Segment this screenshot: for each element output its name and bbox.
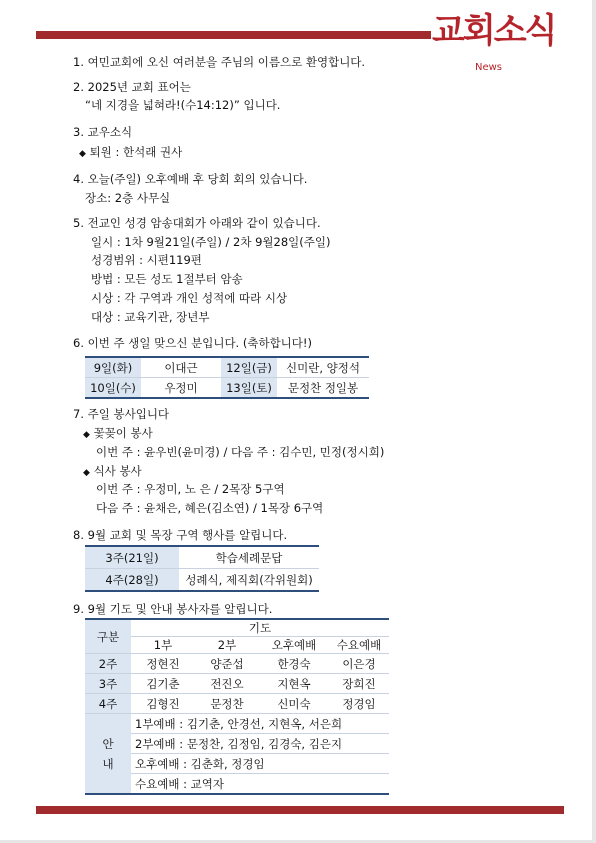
table-row (85, 774, 389, 795)
notice-7-meal (83, 464, 142, 481)
prayer-group-header: 기도 (131, 619, 389, 637)
table-cell: 양준섭 (195, 654, 259, 674)
table-cell: 김형진 (131, 694, 195, 714)
event-week: 3주(21일) (85, 546, 179, 569)
page-edge (592, 0, 596, 843)
table-row (85, 714, 389, 734)
notice-4-place: 장소: 2층 사무실 (85, 191, 171, 205)
notice-9-title: 9. 9월 기도 및 안내 봉사자를 알립니다. (73, 602, 273, 616)
table-row (85, 378, 369, 399)
notice-6-title: 6. 이번 주 생일 맞으신 분입니다. (축하합니다!) (73, 336, 312, 350)
notice-1: 1. 여민교회에 오신 여러분을 주님의 이름으로 환영합니다. (73, 55, 366, 69)
guide-row: 1부예배 : 김기춘, 안경선, 지현옥, 서은희 (131, 714, 389, 734)
table-header-row (85, 637, 389, 654)
diamond-bullet-icon: ◆ (83, 468, 90, 478)
notice-5-title: 5. 전교인 성경 암송대회가 아래와 같이 있습니다. (73, 216, 321, 230)
table-cell: 문정찬 (195, 694, 259, 714)
header-bar (36, 31, 431, 39)
col-group-header: 구분 (85, 619, 131, 654)
table-row (85, 569, 319, 592)
notice-7-title: 7. 주일 봉사입니다 (73, 407, 170, 421)
diamond-bullet-icon: ◆ (79, 149, 86, 159)
notice-5-date: 일시 : 1차 9월21일(주일) / 2차 9월28일(주일) (91, 235, 331, 249)
table-header-row (85, 619, 389, 637)
birthday-name: 이대근 (164, 360, 198, 375)
notice-7-flower-label: 꽃꽂이 봉사 (93, 426, 153, 440)
birthday-date: 13일(토) (221, 378, 277, 399)
table-row (85, 674, 389, 694)
table-row (85, 734, 389, 754)
birthday-date: 9일(화) (85, 357, 141, 378)
row-week: 2주 (85, 654, 131, 674)
table-row (85, 357, 369, 378)
col-header: 2부 (195, 637, 259, 654)
row-week: 3주 (85, 674, 131, 694)
col-header: 오후예배 (259, 637, 329, 654)
table-row (85, 546, 319, 569)
table-cell: 정현진 (131, 654, 195, 674)
table-row (85, 654, 389, 674)
table-row (85, 754, 389, 774)
notice-3-detail (79, 145, 182, 162)
table-row (85, 694, 389, 714)
event-desc: 성례식, 제직회(각위원회) (185, 572, 313, 587)
table-cell: 장희진 (329, 674, 389, 694)
events-table (85, 545, 319, 592)
birthday-name: 문정찬 정일봉 (287, 380, 359, 395)
birthday-name: 신미란, 양정석 (286, 360, 360, 375)
notice-7-meal-this: 이번 주 : 우정미, 노 은 / 2목장 5구역 (96, 482, 285, 496)
table-cell: 김기춘 (131, 674, 195, 694)
table-cell: 신미숙 (259, 694, 329, 714)
notice-4-title: 4. 오늘(주일) 오후예배 후 당회 회의 있습니다. (73, 172, 308, 186)
guide-row: 2부예배 : 문정찬, 김정임, 김경숙, 김은지 (131, 734, 389, 754)
col-header: 수요예배 (329, 637, 389, 654)
footer-bar (36, 806, 564, 814)
table-cell: 정경임 (329, 694, 389, 714)
notice-7-meal-label: 식사 봉사 (93, 464, 142, 478)
birthday-date: 10일(수) (85, 378, 141, 399)
event-desc: 학습세례문답 (215, 550, 283, 565)
notice-7-flower (83, 426, 153, 443)
table-cell: 이은경 (329, 654, 389, 674)
notice-8-title: 8. 9월 교회 및 목장 구역 행사를 알립니다. (73, 528, 288, 542)
birthday-name: 우정미 (164, 380, 198, 395)
notice-5-method: 방법 : 모든 성도 1절부터 암송 (91, 272, 243, 286)
birthday-date: 12일(금) (221, 357, 277, 378)
notice-2-title: 2. 2025년 교회 표어는 (73, 80, 191, 94)
prayer-table (85, 618, 389, 795)
table-cell: 전진오 (195, 674, 259, 694)
logo (432, 10, 572, 72)
table-cell: 한경숙 (259, 654, 329, 674)
notice-7-flower-detail: 이번 주 : 윤우빈(윤미경) / 다음 주 : 김수민, 민정(정시희) (96, 445, 385, 459)
diamond-bullet-icon: ◆ (83, 430, 90, 440)
birthday-table (85, 356, 369, 399)
guide-row: 수요예배 : 교역자 (131, 774, 389, 795)
notice-5-target: 대상 : 교육기관, 장년부 (91, 310, 210, 324)
notice-3-text: 퇴원 : 한석래 권사 (89, 145, 183, 159)
event-week: 4주(28일) (85, 569, 179, 592)
logo-subtitle: News (475, 62, 503, 73)
notice-2-motto: “네 지경을 넓혀라!(수14:12)” 입니다. (85, 98, 281, 112)
row-week: 4주 (85, 694, 131, 714)
notice-3-title: 3. 교우소식 (73, 125, 133, 139)
logo-title: 교회소식 (432, 11, 556, 51)
guide-label: 안 내 (85, 714, 131, 795)
notice-7-meal-next: 다음 주 : 윤채은, 혜은(김소연) / 1목장 6구역 (96, 501, 324, 515)
col-header: 1부 (131, 637, 195, 654)
table-cell: 지현옥 (259, 674, 329, 694)
guide-row: 오후예배 : 김춘화, 정경임 (131, 754, 389, 774)
notice-5-award: 시상 : 각 구역과 개인 성적에 따라 시상 (91, 291, 288, 305)
notice-5-range: 성경범위 : 시편119편 (91, 253, 202, 267)
